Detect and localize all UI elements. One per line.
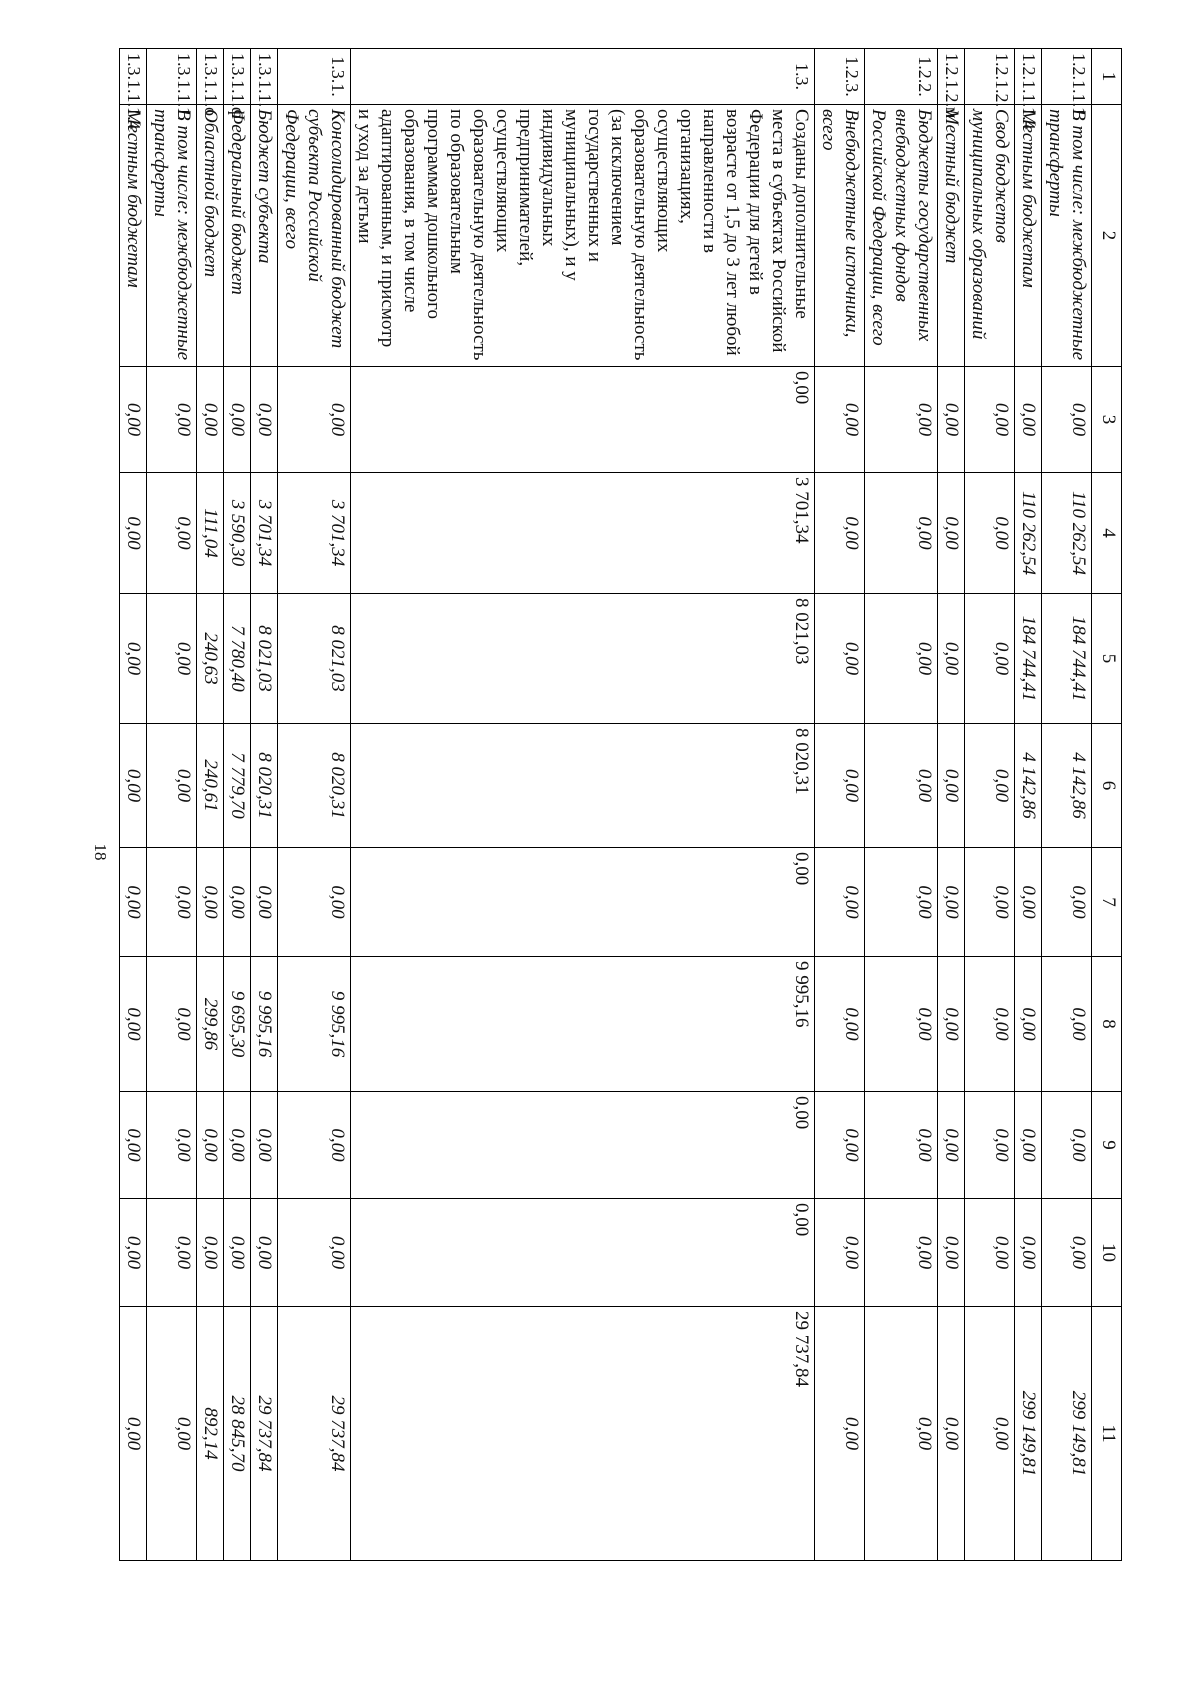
row-name: В том числе: межбюджетные трансферты xyxy=(1042,105,1092,367)
table-row xyxy=(1042,49,1092,1561)
value-cell: 240,63 xyxy=(197,594,224,724)
value-cell: 0,00 xyxy=(147,848,197,957)
value-cell: 28 845,70 xyxy=(224,1307,251,1561)
value-cell: 8 021,03 xyxy=(278,594,351,724)
row-name: Созданы дополнительные места в субъектах Российской Федерации для детей в возрасте от 1,5 до 3 лет любой направленности в организациях, осуществляющих образовательную деятельность (за исключением государственных и муниципальных), и у индивидуальных предпринимателей, осуществляющих образовательную деятельность по образовательным программам дошкольного образования, в том числе адаптированным, и присмотр и уход за детьми xyxy=(351,105,815,367)
value-cell: 0,00 xyxy=(965,724,1015,848)
value-cell: 0,00 xyxy=(197,848,224,957)
value-cell: 0,00 xyxy=(224,1092,251,1199)
value-cell: 240,61 xyxy=(197,724,224,848)
value-cell: 3 701,34 xyxy=(351,473,815,594)
column-header: 11 xyxy=(1092,1307,1122,1561)
value-cell: 110 262,54 xyxy=(1042,473,1092,594)
value-cell: 9 695,30 xyxy=(224,957,251,1092)
value-cell: 0,00 xyxy=(965,594,1015,724)
value-cell: 0,00 xyxy=(147,1199,197,1307)
value-cell: 0,00 xyxy=(1015,957,1042,1092)
row-name: Консолидированный бюджет субъекта Российской Федерации, всего xyxy=(278,105,351,367)
header-row xyxy=(1092,49,1122,1561)
row-name: Местным бюджетам xyxy=(1015,105,1042,367)
value-cell: 0,00 xyxy=(965,1199,1015,1307)
value-cell: 0,00 xyxy=(1015,1199,1042,1307)
budget-table-container xyxy=(123,48,1122,1560)
value-cell: 0,00 xyxy=(197,367,224,473)
value-cell: 8 020,31 xyxy=(251,724,278,848)
row-code: 1.2.1.2.м xyxy=(938,49,965,105)
value-cell: 0,00 xyxy=(251,367,278,473)
column-header: 5 xyxy=(1092,594,1122,724)
row-name: Свод бюджетов муниципальных образований xyxy=(965,105,1015,367)
value-cell: 0,00 xyxy=(120,473,147,594)
value-cell: 0,00 xyxy=(147,1092,197,1199)
row-name: Местный бюджет xyxy=(938,105,965,367)
value-cell: 0,00 xyxy=(197,1092,224,1199)
value-cell: 0,00 xyxy=(147,1307,197,1561)
value-cell: 0,00 xyxy=(965,367,1015,473)
row-code: 1.2.1.2. xyxy=(965,49,1015,105)
table-row xyxy=(938,49,965,1561)
table-row xyxy=(815,49,865,1561)
value-cell: 0,00 xyxy=(147,724,197,848)
row-code: 1.2.1.1.1.4 xyxy=(1015,49,1042,105)
value-cell: 0,00 xyxy=(1042,1199,1092,1307)
row-name: Внебюджетные источники, всего xyxy=(815,105,865,367)
value-cell: 0,00 xyxy=(351,367,815,473)
column-header: 6 xyxy=(1092,724,1122,848)
table-row xyxy=(251,49,278,1561)
value-cell: 0,00 xyxy=(938,367,965,473)
value-cell: 0,00 xyxy=(251,848,278,957)
value-cell: 0,00 xyxy=(938,1092,965,1199)
row-code: 1.3. xyxy=(351,49,815,105)
value-cell: 0,00 xyxy=(865,724,938,848)
table-row xyxy=(865,49,938,1561)
value-cell: 0,00 xyxy=(865,367,938,473)
value-cell: 0,00 xyxy=(965,848,1015,957)
value-cell: 29 737,84 xyxy=(278,1307,351,1561)
value-cell: 0,00 xyxy=(147,594,197,724)
table-row xyxy=(197,49,224,1561)
value-cell: 0,00 xyxy=(224,367,251,473)
table-body xyxy=(120,49,1092,1561)
value-cell: 0,00 xyxy=(938,848,965,957)
value-cell: 29 737,84 xyxy=(251,1307,278,1561)
value-cell: 0,00 xyxy=(351,848,815,957)
value-cell: 0,00 xyxy=(1042,1092,1092,1199)
table-row xyxy=(120,49,147,1561)
value-cell: 0,00 xyxy=(865,1307,938,1561)
value-cell: 0,00 xyxy=(278,367,351,473)
value-cell: 0,00 xyxy=(815,1199,865,1307)
value-cell: 0,00 xyxy=(815,848,865,957)
value-cell: 0,00 xyxy=(1042,848,1092,957)
value-cell: 299,86 xyxy=(197,957,224,1092)
value-cell: 0,00 xyxy=(251,1092,278,1199)
value-cell: 8 020,31 xyxy=(351,724,815,848)
row-code: 1.2.1.1.1. xyxy=(1042,49,1092,105)
value-cell: 0,00 xyxy=(120,724,147,848)
budget-table xyxy=(119,48,1122,1561)
value-cell: 110 262,54 xyxy=(1015,473,1042,594)
value-cell: 0,00 xyxy=(815,594,865,724)
value-cell: 0,00 xyxy=(351,1092,815,1199)
value-cell: 3 701,34 xyxy=(251,473,278,594)
row-code: 1.3.1.1.о xyxy=(197,49,224,105)
column-header: 10 xyxy=(1092,1199,1122,1307)
value-cell: 0,00 xyxy=(965,1092,1015,1199)
row-name: Бюджеты государственных внебюджетных фондов Российской Федерации, всего xyxy=(865,105,938,367)
value-cell: 4 142,86 xyxy=(1042,724,1092,848)
value-cell: 4 142,86 xyxy=(1015,724,1042,848)
value-cell: 0,00 xyxy=(938,1307,965,1561)
row-name: Местным бюджетам xyxy=(120,105,147,367)
column-header: 4 xyxy=(1092,473,1122,594)
value-cell: 0,00 xyxy=(815,1092,865,1199)
column-header: 3 xyxy=(1092,367,1122,473)
value-cell: 0,00 xyxy=(1042,957,1092,1092)
row-name: В том числе: межбюджетные трансферты xyxy=(147,105,197,367)
value-cell: 0,00 xyxy=(815,367,865,473)
row-code: 1.2.2. xyxy=(865,49,938,105)
table-row xyxy=(278,49,351,1561)
value-cell: 0,00 xyxy=(865,1092,938,1199)
value-cell: 0,00 xyxy=(1015,848,1042,957)
value-cell: 29 737,84 xyxy=(351,1307,815,1561)
value-cell: 8 021,03 xyxy=(351,594,815,724)
value-cell: 299 149,81 xyxy=(1015,1307,1042,1561)
value-cell: 9 995,16 xyxy=(251,957,278,1092)
column-header: 1 xyxy=(1092,49,1122,105)
row-code: 1.3.1. xyxy=(278,49,351,105)
value-cell: 184 744,41 xyxy=(1042,594,1092,724)
value-cell: 0,00 xyxy=(224,1199,251,1307)
column-header: 7 xyxy=(1092,848,1122,957)
column-header: 9 xyxy=(1092,1092,1122,1199)
value-cell: 184 744,41 xyxy=(1015,594,1042,724)
value-cell: 0,00 xyxy=(815,724,865,848)
value-cell: 0,00 xyxy=(815,1307,865,1561)
value-cell: 0,00 xyxy=(120,594,147,724)
value-cell: 0,00 xyxy=(351,1199,815,1307)
value-cell: 0,00 xyxy=(120,848,147,957)
value-cell: 0,00 xyxy=(278,848,351,957)
row-code: 1.3.1.1.1. xyxy=(147,49,197,105)
value-cell: 0,00 xyxy=(938,724,965,848)
value-cell: 9 995,16 xyxy=(278,957,351,1092)
value-cell: 0,00 xyxy=(815,473,865,594)
value-cell: 0,00 xyxy=(147,957,197,1092)
value-cell: 3 701,34 xyxy=(278,473,351,594)
value-cell: 0,00 xyxy=(120,957,147,1092)
value-cell: 7 779,70 xyxy=(224,724,251,848)
value-cell: 0,00 xyxy=(938,594,965,724)
page-number: 18 xyxy=(91,843,110,861)
value-cell: 0,00 xyxy=(224,848,251,957)
value-cell: 111,04 xyxy=(197,473,224,594)
row-code: 1.2.3. xyxy=(815,49,865,105)
value-cell: 0,00 xyxy=(120,1092,147,1199)
table-row xyxy=(224,49,251,1561)
value-cell: 0,00 xyxy=(251,1199,278,1307)
row-code: 1.3.1.1.ф xyxy=(224,49,251,105)
value-cell: 299 149,81 xyxy=(1042,1307,1092,1561)
value-cell: 0,00 xyxy=(278,1092,351,1199)
value-cell: 0,00 xyxy=(815,957,865,1092)
value-cell: 0,00 xyxy=(1042,367,1092,473)
table-row xyxy=(147,49,197,1561)
value-cell: 0,00 xyxy=(120,1307,147,1561)
row-name: Областной бюджет xyxy=(197,105,224,367)
value-cell: 0,00 xyxy=(938,957,965,1092)
value-cell: 0,00 xyxy=(197,1199,224,1307)
value-cell: 892,14 xyxy=(197,1307,224,1561)
value-cell: 0,00 xyxy=(865,473,938,594)
value-cell: 0,00 xyxy=(965,957,1015,1092)
row-name: Бюджет субъекта xyxy=(251,105,278,367)
value-cell: 0,00 xyxy=(965,1307,1015,1561)
row-name: Федеральный бюджет xyxy=(224,105,251,367)
column-header: 8 xyxy=(1092,957,1122,1092)
value-cell: 0,00 xyxy=(865,957,938,1092)
value-cell: 0,00 xyxy=(120,367,147,473)
value-cell: 0,00 xyxy=(938,473,965,594)
value-cell: 7 780,40 xyxy=(224,594,251,724)
value-cell: 0,00 xyxy=(965,473,1015,594)
table-row xyxy=(965,49,1015,1561)
value-cell: 3 590,30 xyxy=(224,473,251,594)
table-row xyxy=(1015,49,1042,1561)
value-cell: 0,00 xyxy=(865,1199,938,1307)
value-cell: 0,00 xyxy=(865,848,938,957)
value-cell: 0,00 xyxy=(147,473,197,594)
value-cell: 8 021,03 xyxy=(251,594,278,724)
row-code: 1.3.1.1.1.4 xyxy=(120,49,147,105)
value-cell: 0,00 xyxy=(1015,367,1042,473)
value-cell: 0,00 xyxy=(938,1199,965,1307)
column-header: 2 xyxy=(1092,105,1122,367)
value-cell: 0,00 xyxy=(278,1199,351,1307)
table-row xyxy=(351,49,815,1561)
row-code: 1.3.1.1. xyxy=(251,49,278,105)
value-cell: 9 995,16 xyxy=(351,957,815,1092)
value-cell: 8 020,31 xyxy=(278,724,351,848)
value-cell: 0,00 xyxy=(120,1199,147,1307)
value-cell: 0,00 xyxy=(147,367,197,473)
value-cell: 0,00 xyxy=(865,594,938,724)
value-cell: 0,00 xyxy=(1015,1092,1042,1199)
